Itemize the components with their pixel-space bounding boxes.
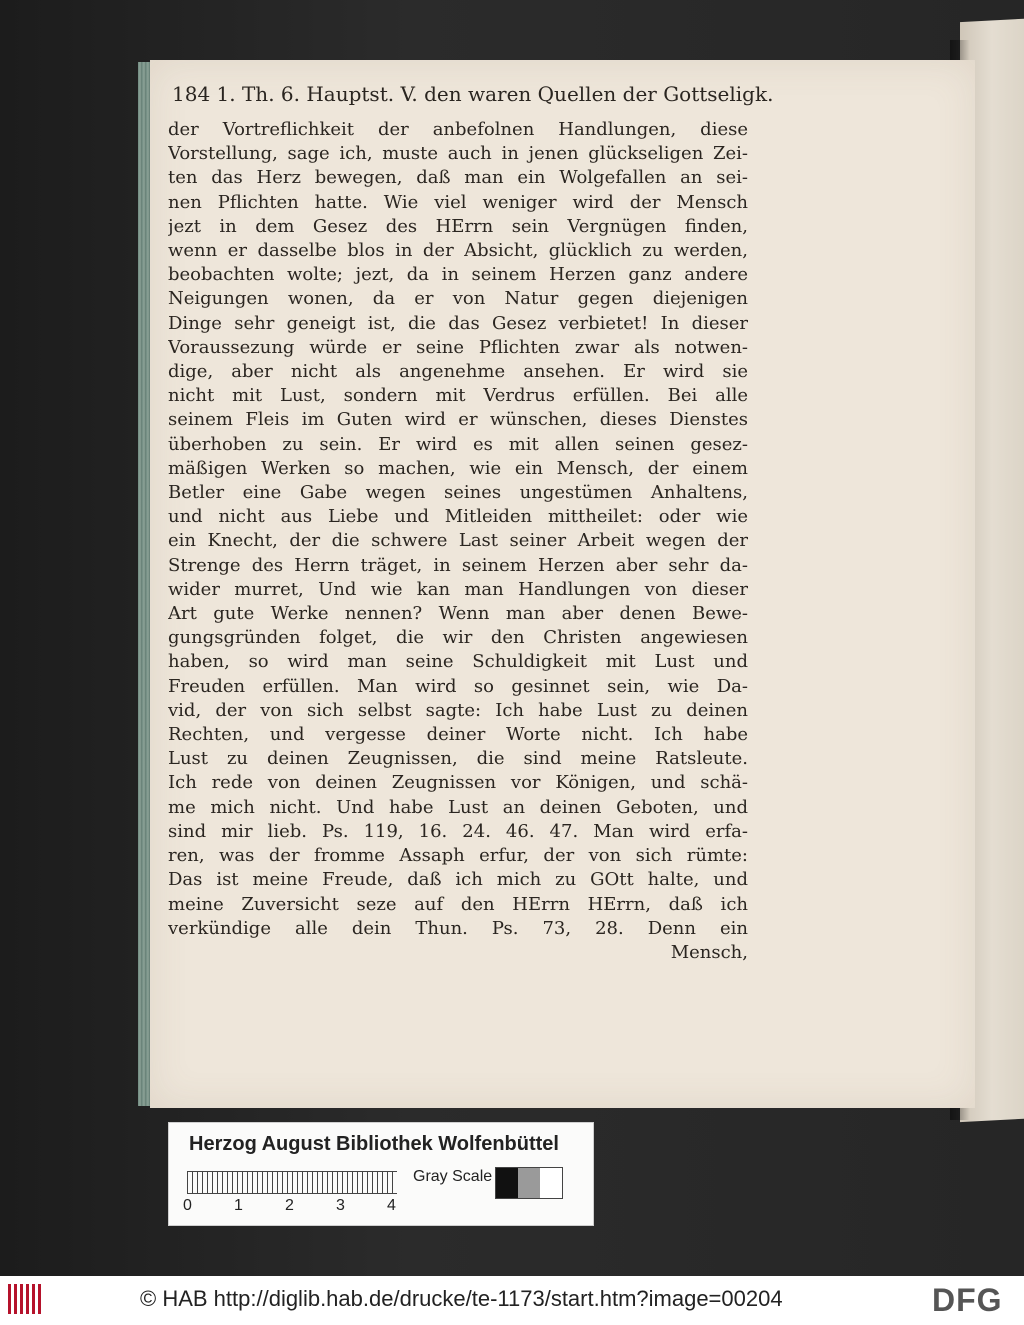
running-head: 184 1. Th. 6. Hauptst. V. den waren Quellen der Gottseligk. [172,82,774,106]
text-line: me mich nicht. Und habe Lust an deinen Geboten, und [168,796,748,818]
text-line: und nicht aus Liebe und Mitleiden mittheilet: oder wie [168,506,748,528]
text-line: gungsgründen folget, die wir den Christen angewiesen [168,627,748,649]
hab-logo-icon [8,1284,42,1314]
gray-swatch [496,1168,518,1198]
text-line: Vorstellung, sage ich, muste auch in jenen glückseligen Zei- [168,143,748,165]
ruler-number: 2 [285,1197,294,1214]
text-line: Ich rede von deinen Zeugnissen vor Königen, und schä- [168,772,748,794]
text-line: haben, so wird man seine Schuldigkeit mit Lust und [168,651,748,673]
text-line: jezt in dem Gesez des HErrn sein Vergnügen finden, [168,215,748,237]
text-line: seinem Fleis im Guten wird er wünschen, dieses Dienstes [168,409,748,431]
footer-citation: © HAB http://diglib.hab.de/drucke/te-1173/start.htm?image=00204 [140,1286,783,1311]
gray-swatch [540,1168,562,1198]
footer-bar [0,1276,1024,1325]
ruler-number: 1 [234,1197,243,1214]
text-line: Betler eine Gabe wegen seines ungestümen Anhaltens, [168,482,748,504]
text-line: wider murret, Und wie kan man Handlungen von dieser [168,578,748,600]
ruler-number: 4 [387,1197,396,1214]
gray-scale-swatch [495,1167,563,1199]
gray-swatch [518,1168,540,1198]
text-line: Das ist meine Freude, daß ich mich zu GOtt halte, und [168,869,748,891]
catchword: Mensch, [670,941,748,963]
text-line: nicht mit Lust, sondern mit Verdrus erfüllen. Bei alle [168,385,748,407]
text-line: Art gute Werke nennen? Wenn man aber denen Bewe- [168,603,748,625]
text-line: meine Zuversicht seze auf den HErrn HErrn, daß ich [168,893,748,915]
dfg-logo: DFG [932,1282,1003,1318]
text-line: verkündige alle dein Thun. Ps. 73, 28. Denn ein [168,917,748,939]
gray-scale-label: Gray Scale [413,1168,493,1185]
text-line: dige, aber nicht als angenehme ansehen. Er wird sie [168,361,748,383]
library-name: Herzog August Bibliothek Wolfenbüttel [189,1133,559,1155]
text-line: überhoben zu sein. Er wird es mit allen seinen gesez- [168,433,748,455]
text-line: mäßigen Werken so machen, wie ein Mensch, der einem [168,457,748,479]
text-line: sind mir lieb. Ps. 119, 16. 24. 46. 47. Man wird erfa- [168,820,748,842]
page-body-text [168,118,748,965]
text-line: Voraussezung würde er seine Pflichten zwar als notwen- [168,336,748,358]
text-line: ein Knecht, der die schwere Last seiner Arbeit wegen der [168,530,748,552]
text-line: Dinge sehr geneigt ist, die das Gesez verbietet! In dieser [168,312,748,334]
ruler-number: 3 [336,1197,345,1214]
text-line: der Vortreflichkeit der anbefolnen Handlungen, diese [168,119,748,140]
text-line: ten das Herz bewegen, daß man ein Wolgefallen an sei- [168,167,748,189]
text-line: vid, der von sich selbst sagte: Ich habe Lust zu deinen [168,699,748,721]
ruler-baseline [187,1193,397,1194]
text-line: Neigungen wonen, da er von Natur gegen diejenigen [168,288,748,310]
text-line: Strenge des Herrn träget, in seinem Herzen aber sehr da- [168,554,748,576]
ruler-number: 0 [183,1197,192,1214]
text-line: Lust zu deinen Zeugnissen, die sind meine Ratsleute. [168,748,748,770]
text-line: nen Pflichten hatte. Wie viel weniger wird der Mensch [168,191,748,213]
text-line: beobachten wolte; jezt, da in seinem Herzen ganz andere [168,264,748,286]
text-line: Freuden erfüllen. Man wird so gesinnet sein, wie Da- [168,675,748,697]
text-line: ren, was der fromme Assaph erfur, der von sich rümte: [168,845,748,867]
measurement-ruler [187,1171,397,1194]
text-line: wenn er dasselbe blos in der Absicht, glücklich zu werden, [168,240,748,262]
library-label-card [168,1122,594,1226]
text-line: Rechten, und vergesse deiner Worte nicht. Ich habe [168,724,748,746]
